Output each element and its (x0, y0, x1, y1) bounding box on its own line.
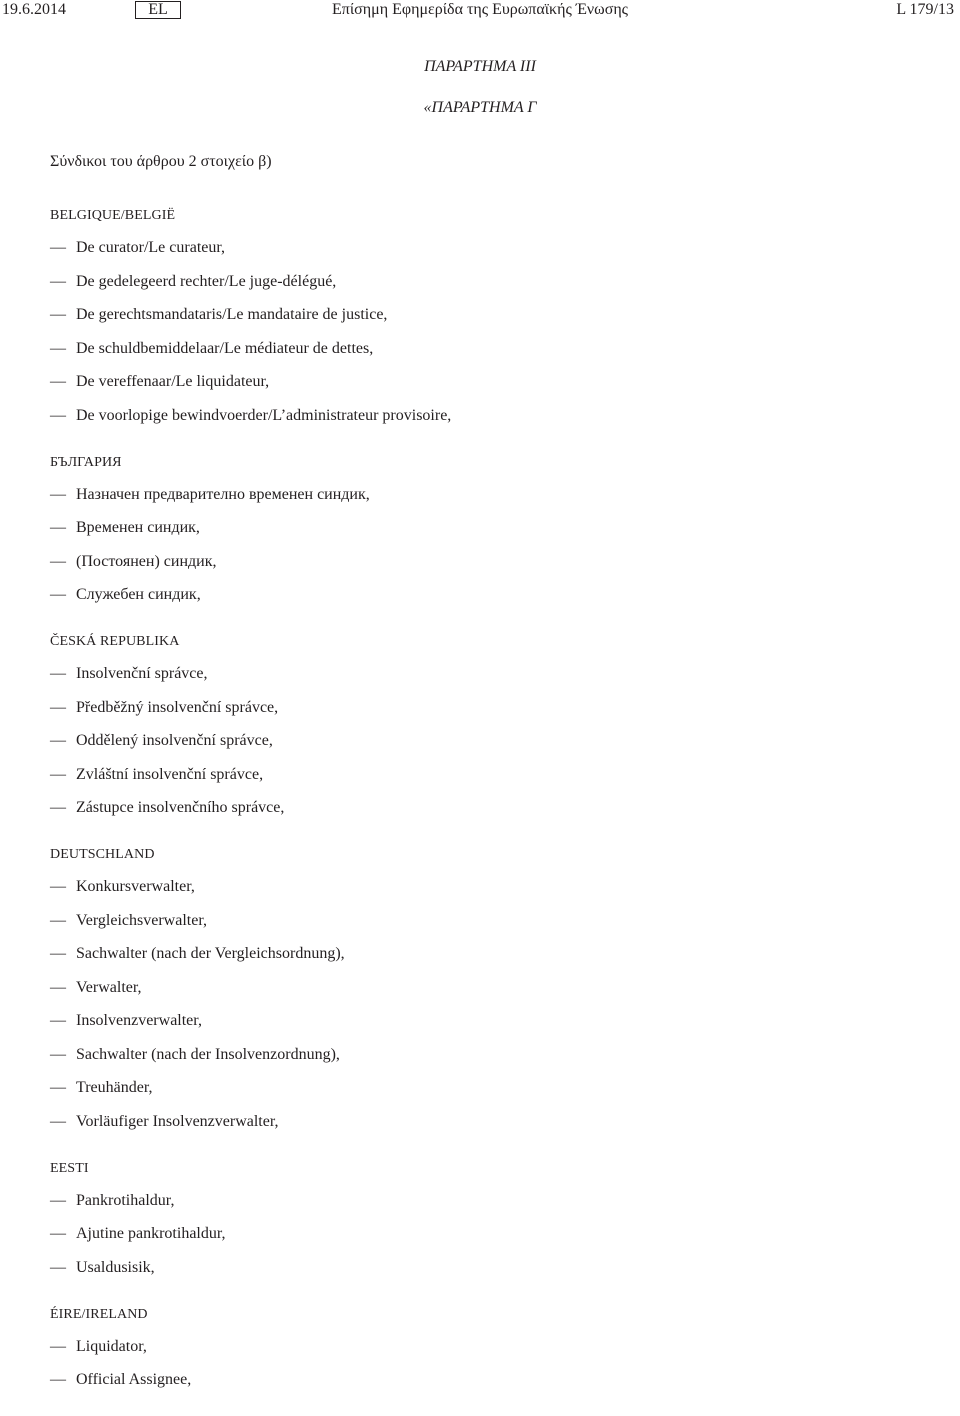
list-item (50, 1045, 930, 1079)
country-section (50, 452, 930, 619)
list-item (50, 664, 930, 698)
list-item (50, 911, 930, 945)
em-dash-bullet: — (50, 665, 66, 682)
em-dash-bullet: — (50, 945, 66, 962)
country-heading: EESTI (50, 1160, 89, 1176)
page-header (0, 0, 960, 22)
em-dash-bullet: — (50, 1112, 66, 1130)
country-heading: DEUTSCHLAND (50, 847, 155, 862)
country-heading: ČESKÁ REPUBLIKA (50, 634, 180, 649)
list-item-text: De curator/Le curateur, (76, 239, 226, 256)
em-dash-bullet: — (50, 978, 66, 996)
list-item-text: Zvláštní insolvenční správce, (76, 765, 264, 783)
list-item (50, 552, 930, 586)
list-item-text: De gerechtsmandataris/Le mandataire de justice, (76, 306, 388, 323)
list-item-text: Konkursverwalter, (76, 878, 195, 895)
list-item (50, 372, 930, 406)
list-item (50, 1078, 930, 1112)
list-item (50, 798, 930, 832)
list-item-text: Pankrotihaldur, (76, 1191, 175, 1209)
list-item (50, 1112, 930, 1146)
list-item (50, 1337, 930, 1371)
em-dash-bullet: — (50, 1337, 66, 1355)
country-section (50, 205, 930, 439)
list-item-text: De schuldbemiddelaar/Le médiateur de dettes, (76, 339, 374, 357)
list-item (50, 1011, 930, 1045)
country-section (50, 1304, 930, 1404)
list-item (50, 978, 930, 1012)
list-item-text: Vorläufiger Insolvenzverwalter, (76, 1112, 279, 1130)
list-item (50, 585, 930, 619)
em-dash-bullet: — (50, 1258, 66, 1276)
list-item-text: Sachwalter (nach der Vergleichsordnung), (76, 945, 345, 962)
country-heading: БЪЛГАРИЯ (50, 454, 122, 470)
list-item (50, 698, 930, 732)
em-dash-bullet: — (50, 911, 66, 929)
list-item-text: Verwalter, (76, 978, 142, 996)
list-item (50, 339, 930, 373)
list-item-text: De voorlopige bewindvoerder/L’administrateur provisoire, (76, 406, 452, 424)
list-item-text: Insolvenzverwalter, (76, 1012, 202, 1029)
list-item (50, 731, 930, 765)
em-dash-bullet: — (50, 406, 66, 424)
country-section (50, 631, 930, 832)
list-item (50, 272, 930, 306)
em-dash-bullet: — (50, 306, 66, 323)
list-item (50, 238, 930, 272)
country-heading: BELGIQUE/BELGIË (50, 208, 176, 223)
list-item-text: Insolvenční správce, (76, 665, 208, 682)
em-dash-bullet: — (50, 1079, 66, 1096)
em-dash-bullet: — (50, 698, 66, 716)
list-item (50, 518, 930, 552)
journal-title: Επίσημη Εφημερίδα της Ευρωπαϊκής Ένωσης (331, 1, 629, 18)
em-dash-bullet: — (50, 1191, 66, 1209)
list-item-text: Ajutine pankrotihaldur, (76, 1225, 226, 1242)
em-dash-bullet: — (50, 1012, 66, 1029)
em-dash-bullet: — (50, 339, 66, 357)
list-item-text: Sachwalter (nach der Insolvenzordnung), (76, 1045, 340, 1063)
list-item (50, 485, 930, 519)
list-item-text: (Постоянен) синдик, (76, 552, 217, 570)
list-item-text: Vergleichsverwalter, (76, 911, 208, 929)
em-dash-bullet: — (50, 1225, 66, 1242)
em-dash-bullet: — (50, 878, 66, 895)
em-dash-bullet: — (50, 239, 66, 256)
country-section (50, 844, 930, 1145)
list-item (50, 1258, 930, 1292)
list-item (50, 944, 930, 978)
list-item-text: Zástupce insolvenčního správce, (76, 799, 285, 816)
list-item-text: Předběžný insolvenční správce, (76, 698, 279, 716)
em-dash-bullet: — (50, 1371, 66, 1388)
list-item (50, 305, 930, 339)
country-heading: ÉIRE/IRELAND (50, 1306, 148, 1322)
list-item-text: Official Assignee, (76, 1371, 192, 1388)
annex-title: «ΠΑΡΑΡΤΗΜΑ Γ (423, 99, 537, 116)
em-dash-bullet: — (50, 485, 66, 503)
list-item-text: Usaldusisik, (76, 1258, 155, 1276)
em-dash-bullet: — (50, 373, 66, 390)
list-item-text: Временен синдик, (76, 519, 200, 536)
annex-number: ΠΑΡΑΡΤΗΜΑ III (424, 58, 536, 75)
list-item (50, 406, 930, 440)
list-item-text: De gedelegeerd rechter/Le juge-délégué, (76, 272, 337, 290)
list-item-text: Oddělený insolvenční správce, (76, 732, 273, 749)
list-item-text: Назначен предварително временен синдик, (76, 485, 370, 503)
page-reference: L 179/13 (896, 1, 954, 18)
em-dash-bullet: — (50, 1045, 66, 1063)
list-item (50, 1370, 930, 1404)
em-dash-bullet: — (50, 732, 66, 749)
country-section (50, 1158, 930, 1292)
em-dash-bullet: — (50, 272, 66, 290)
publication-date: 19.6.2014 (2, 1, 66, 18)
em-dash-bullet: — (50, 552, 66, 570)
country-list (50, 205, 930, 1416)
list-item-text: De vereffenaar/Le liquidateur, (76, 373, 270, 390)
list-item (50, 1224, 930, 1258)
list-item (50, 877, 930, 911)
list-item-text: Liquidator, (76, 1337, 147, 1355)
em-dash-bullet: — (50, 586, 66, 603)
list-item-text: Служебен синдик, (76, 586, 201, 603)
list-item-text: Treuhänder, (76, 1079, 153, 1096)
em-dash-bullet: — (50, 799, 66, 816)
list-item (50, 1191, 930, 1225)
em-dash-bullet: — (50, 765, 66, 783)
list-item (50, 765, 930, 799)
language-code-box: EL (135, 1, 181, 19)
em-dash-bullet: — (50, 519, 66, 536)
annex-intro: Σύνδικοι του άρθρου 2 στοιχείο β) (50, 153, 272, 170)
